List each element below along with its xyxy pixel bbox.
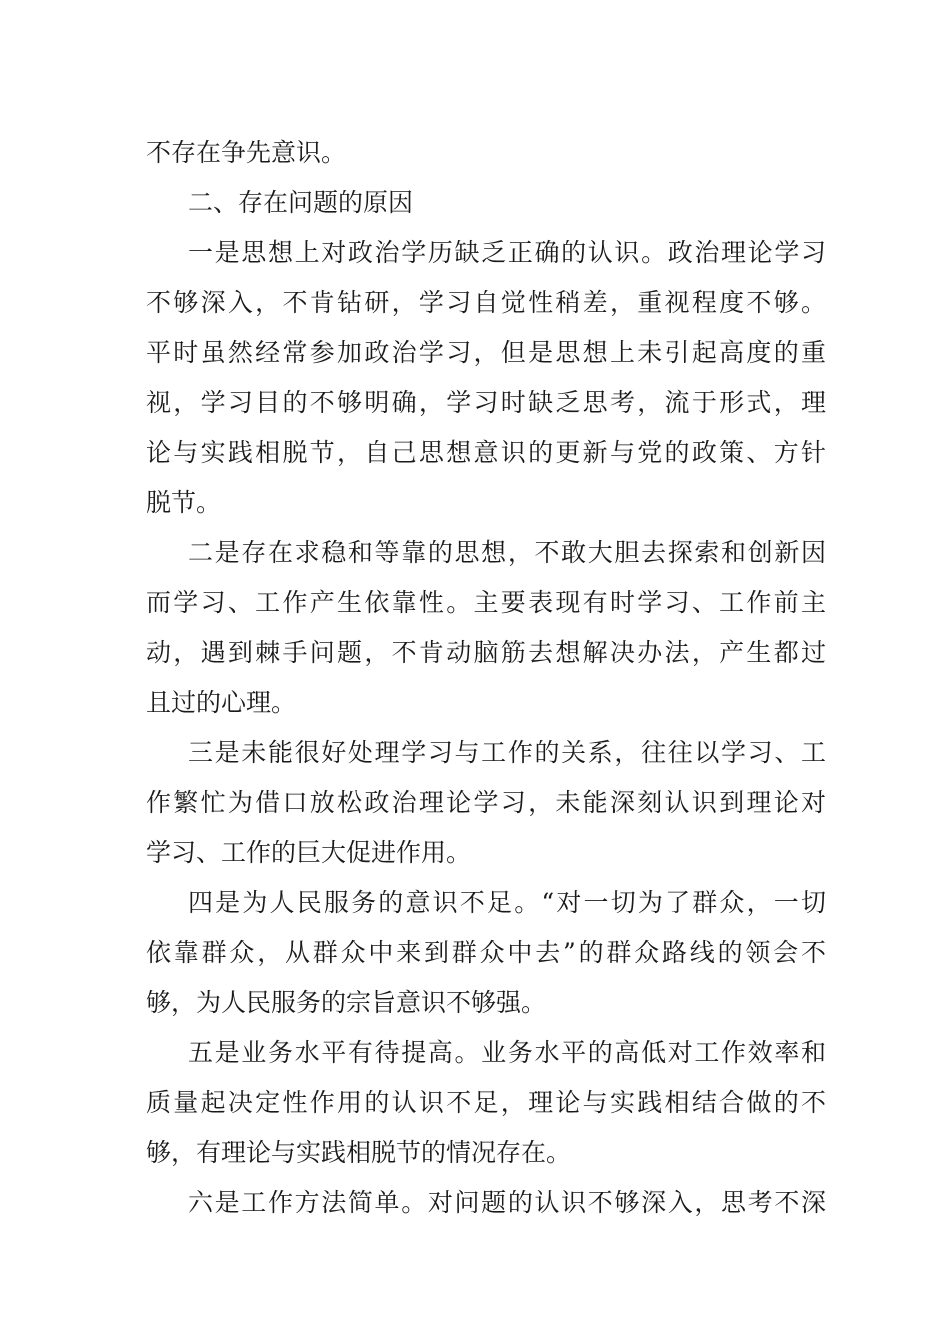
text-line-16: 四是为人民服务的意识不足。“对一切为了群众，一切 [188,888,826,917]
text-line-11: 动，遇到棘手问题，不肯动脑筋去想解决办法，产生都过 [146,638,826,667]
text-line-19: 五是业务水平有待提高。业务水平的高低对工作效率和 [188,1038,826,1067]
text-line-12: 且过的心理。 [146,688,297,717]
section-heading: 二、存在问题的原因 [188,188,414,217]
text-line-1: 不存在争先意识。 [146,138,347,167]
text-line-7: 论与实践相脱节，自己思想意识的更新与党的政策、方针 [146,438,826,467]
text-line-22: 六是工作方法简单。对问题的认识不够深入，思考不深 [188,1188,826,1217]
text-line-8: 脱节。 [146,488,222,517]
text-line-20: 质量起决定性作用的认识不足，理论与实践相结合做的不 [146,1088,826,1117]
text-line-3: 一是思想上对政治学历缺乏正确的认识。政治理论学习 [188,238,826,267]
text-line-15: 学习、工作的巨大促进作用。 [146,838,472,867]
text-line-21: 够，有理论与实践相脱节的情况存在。 [146,1138,572,1167]
text-line-10: 而学习、工作产生依靠性。主要表现有时学习、工作前主 [146,588,826,617]
text-line-5: 平时虽然经常参加政治学习，但是思想上未引起高度的重 [146,338,826,367]
text-line-9: 二是存在求稳和等靠的思想，不敢大胆去探索和创新因 [188,538,826,567]
text-line-13: 三是未能很好处理学习与工作的关系，往往以学习、工 [188,738,826,767]
text-line-14: 作繁忙为借口放松政治理论学习，未能深刻认识到理论对 [146,788,826,817]
text-line-6: 视，学习目的不够明确，学习时缺乏思考，流于形式，理 [146,388,826,417]
text-line-18: 够，为人民服务的宗旨意识不够强。 [146,988,547,1017]
text-line-17: 依靠群众，从群众中来到群众中去”的群众路线的领会不 [146,938,826,967]
text-line-4: 不够深入，不肯钻研，学习自觉性稍差，重视程度不够。 [146,288,826,317]
